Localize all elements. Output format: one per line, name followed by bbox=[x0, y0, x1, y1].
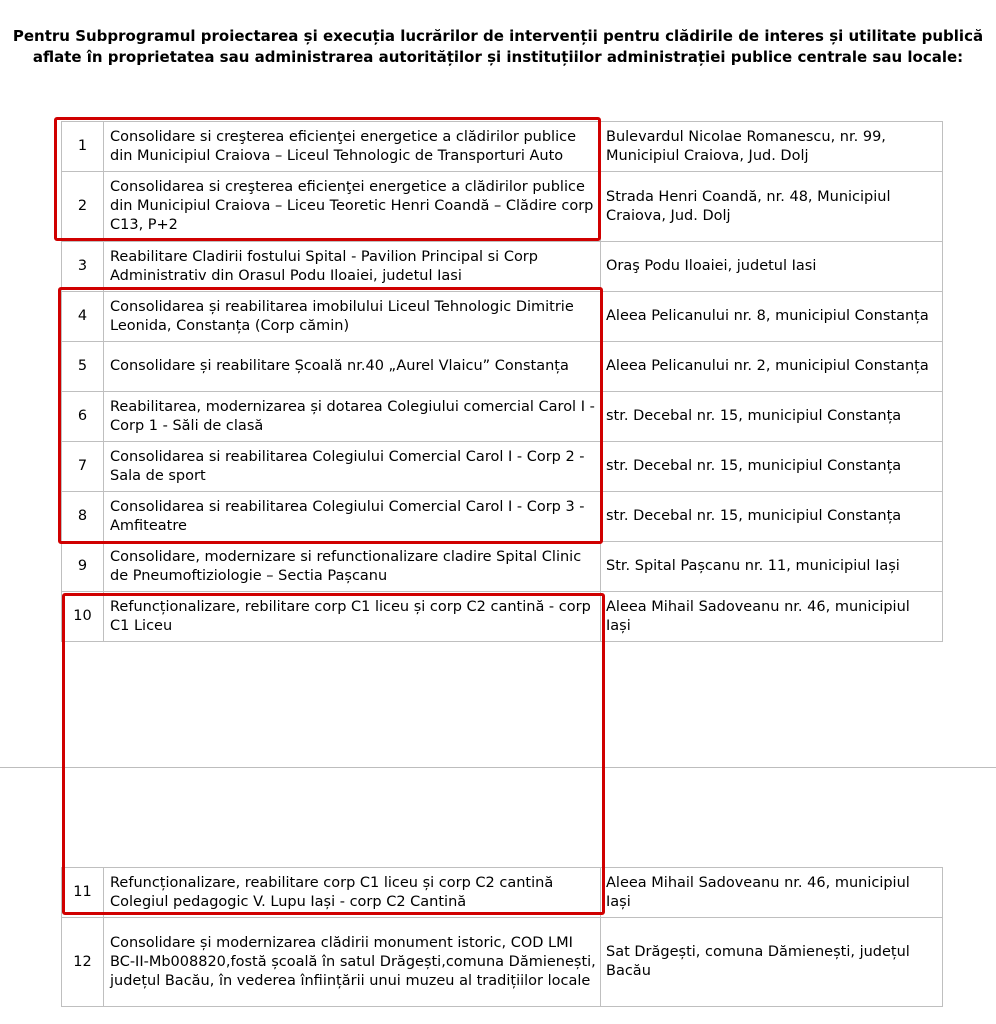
project-address: Strada Henri Coandă, nr. 48, Municipiul Craiova, Jud. Dolj bbox=[601, 172, 943, 242]
project-description: Reabilitarea, modernizarea și dotarea Colegiului comercial Carol I - Corp 1 - Săli de clasă bbox=[104, 392, 601, 442]
row-number: 7 bbox=[62, 442, 104, 492]
row-number: 8 bbox=[62, 492, 104, 542]
project-description: Refuncționalizare, reabilitare corp C1 liceu și corp C2 cantină Colegiul pedagogic V. Lupu Iași - corp C2 Cantină bbox=[104, 868, 601, 918]
row-number: 1 bbox=[62, 122, 104, 172]
project-description: Consolidare și modernizarea clădirii monument istoric, COD LMI BC-II-Mb008820,fostă școală în satul Drăgești,comuna Dămienești, județul Bacău, în vederea înființării unui muzeu al tradițiilor locale bbox=[104, 918, 601, 1007]
project-address: str. Decebal nr. 15, municipiul Constanța bbox=[601, 392, 943, 442]
project-description: Consolidare, modernizare si refunctionalizare cladire Spital Clinic de Pneumoftiziologie – Sectia Pașcanu bbox=[104, 542, 601, 592]
project-address: str. Decebal nr. 15, municipiul Constanța bbox=[601, 492, 943, 542]
table-row bbox=[62, 392, 943, 442]
table-row bbox=[62, 492, 943, 542]
row-number: 10 bbox=[62, 592, 104, 642]
project-description: Consolidarea si reabilitarea Colegiului Comercial Carol I - Corp 3 - Amfiteatre bbox=[104, 492, 601, 542]
row-number: 6 bbox=[62, 392, 104, 442]
project-address: Aleea Pelicanului nr. 2, municipiul Constanța bbox=[601, 342, 943, 392]
project-address: Sat Drăgești, comuna Dămienești, județul Bacău bbox=[601, 918, 943, 1007]
table-row bbox=[62, 242, 943, 292]
row-number: 12 bbox=[62, 918, 104, 1007]
heading-line-1: Pentru Subprogramul proiectarea și execuția lucrărilor de intervenții pentru clădirile de interes și utilitate publică bbox=[12, 27, 984, 45]
project-address: Bulevardul Nicolae Romanescu, nr. 99, Municipiul Craiova, Jud. Dolj bbox=[601, 122, 943, 172]
row-number: 9 bbox=[62, 542, 104, 592]
projects-table-continued bbox=[61, 867, 943, 1007]
project-address: Oraş Podu Iloaiei, judetul Iasi bbox=[601, 242, 943, 292]
project-description: Consolidarea si creşterea eficienţei energetice a clădirilor publice din Municipiul Craiova – Liceu Teoretic Henri Coandă – Clădire corp C13, P+2 bbox=[104, 172, 601, 242]
row-number: 3 bbox=[62, 242, 104, 292]
project-description: Reabilitare Cladirii fostului Spital - Pavilion Principal si Corp Administrativ din Orasul Podu Iloaiei, judetul Iasi bbox=[104, 242, 601, 292]
row-number: 2 bbox=[62, 172, 104, 242]
table-row bbox=[62, 542, 943, 592]
table-row bbox=[62, 592, 943, 642]
document-heading bbox=[0, 26, 996, 68]
project-description: Consolidare și reabilitare Școală nr.40 „Aurel Vlaicu” Constanța bbox=[104, 342, 601, 392]
table-row bbox=[62, 122, 943, 172]
project-address: str. Decebal nr. 15, municipiul Constanța bbox=[601, 442, 943, 492]
table-row bbox=[62, 342, 943, 392]
project-description: Consolidarea și reabilitarea imobilului Liceul Tehnologic Dimitrie Leonida, Constanța (Corp cămin) bbox=[104, 292, 601, 342]
row-number: 11 bbox=[62, 868, 104, 918]
table-row bbox=[62, 442, 943, 492]
projects-table bbox=[61, 121, 943, 642]
table-row bbox=[62, 172, 943, 242]
project-description: Refuncționalizare, rebilitare corp C1 liceu și corp C2 cantină - corp C1 Liceu bbox=[104, 592, 601, 642]
page-break-divider bbox=[0, 767, 996, 768]
heading-line-2: aflate în proprietatea sau administrarea autorităților și instituțiilor administrației publice centrale sau locale: bbox=[32, 48, 964, 66]
project-address: Aleea Pelicanului nr. 8, municipiul Constanța bbox=[601, 292, 943, 342]
project-address: Aleea Mihail Sadoveanu nr. 46, municipiul Iași bbox=[601, 592, 943, 642]
row-number: 4 bbox=[62, 292, 104, 342]
table-row bbox=[62, 918, 943, 1007]
project-description: Consolidarea si reabilitarea Colegiului Comercial Carol I - Corp 2 - Sala de sport bbox=[104, 442, 601, 492]
project-address: Aleea Mihail Sadoveanu nr. 46, municipiul Iași bbox=[601, 868, 943, 918]
project-address: Str. Spital Pașcanu nr. 11, municipiul Iași bbox=[601, 542, 943, 592]
row-number: 5 bbox=[62, 342, 104, 392]
project-description: Consolidare si creşterea eficienţei energetice a clădirilor publice din Municipiul Craiova – Liceul Tehnologic de Transporturi Auto bbox=[104, 122, 601, 172]
table-row bbox=[62, 292, 943, 342]
table-row bbox=[62, 868, 943, 918]
